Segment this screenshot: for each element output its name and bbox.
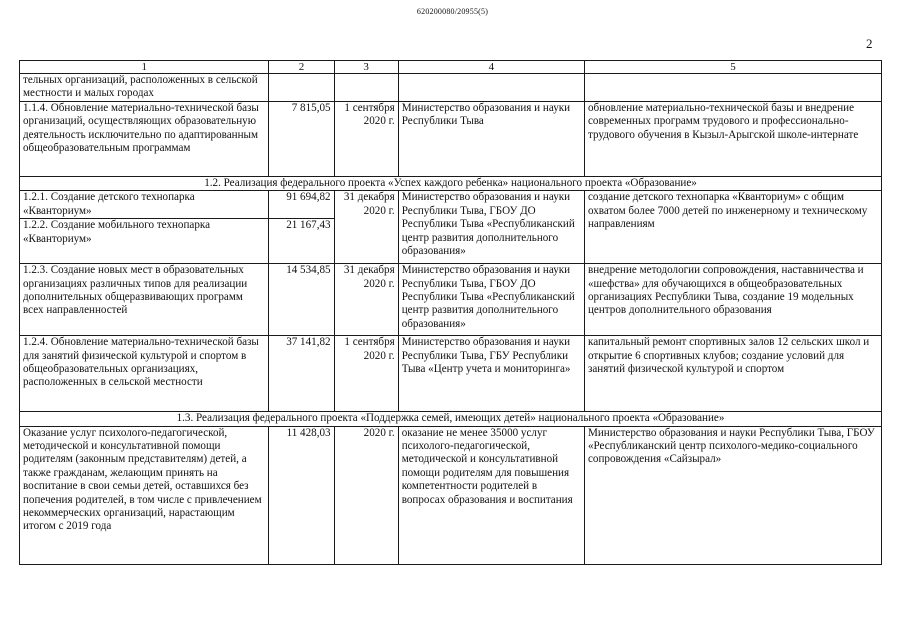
- section-heading-row: [20, 412, 882, 426]
- header-cell-4: 4: [398, 61, 584, 74]
- header-cell-2: 2: [269, 61, 334, 74]
- header-cell-5: 5: [584, 61, 881, 74]
- deadline-cell: 1 сентября 2020 г.: [334, 102, 398, 177]
- amount-cell: 11 428,03: [269, 426, 334, 564]
- page-number: 2: [866, 36, 873, 51]
- document-id: 620200080/20955(5): [416, 7, 489, 16]
- table-row: [20, 336, 882, 412]
- table-row: [20, 191, 882, 219]
- deadline-cell: 2020 г.: [334, 426, 398, 564]
- table-row: [20, 264, 882, 336]
- activity-cell: 1.2.1. Создание детского технопарка «Кванториум»: [20, 191, 269, 219]
- row-continuation-text: тельных организаций, расположенных в сельской местности и малых городах: [20, 74, 269, 102]
- section-heading: 1.3. Реализация федерального проекта «Поддержка семей, имеющих детей» национального проекта «Образование»: [20, 412, 882, 426]
- deadline-cell: 31 декабря 2020 г.: [334, 191, 398, 264]
- responsible-cell: Министерство образования и науки Республики Тыва, ГБОУ ДО Республики Тыва «Республиканский центр развития дополнительного образования»: [398, 191, 584, 264]
- activity-cell: 1.2.3. Создание новых мест в образовательных организациях различных типов для реализации дополнительных общеразвивающих программ всех направленностей: [20, 264, 269, 336]
- program-table: [19, 60, 882, 565]
- table-row: [20, 74, 882, 102]
- section-heading-row: [20, 177, 882, 191]
- deadline-cell: 31 декабря 2020 г.: [334, 264, 398, 336]
- result-cell: капитальный ремонт спортивных залов 12 сельских школ и открытие 6 спортивных клубов; создание условий для занятий физической культурой и спортом: [584, 336, 881, 412]
- responsible-cell: Министерство образования и науки Республики Тыва, ГБОУ «Республиканский центр психолого-медико-социального сопровождения «Сайзырал»: [584, 426, 881, 564]
- header-cell-1: 1: [20, 61, 269, 74]
- activity-cell: 1.2.4. Обновление материально-технической базы для занятий физической культурой и спортом в общеобразовательных организациях, расположенных в сельской местности: [20, 336, 269, 412]
- result-cell: внедрение методологии сопровождения, наставничества и «шефства» для обучающихся в общеобразовательных организациях Республики Тыва, создание 19 модельных центров дополнительного образования: [584, 264, 881, 336]
- responsible-cell: Министерство образования и науки Республики Тыва, ГБУ Республики Тыва «Центр учета и мониторинга»: [398, 336, 584, 412]
- result-cell: создание детского технопарка «Кванториум» с общим охватом более 7000 детей по инженерному и техническому направлениям: [584, 191, 881, 264]
- responsible-cell: Министерство образования и науки Республики Тыва, ГБОУ ДО Республики Тыва «Республиканский центр развития дополнительного образования»: [398, 264, 584, 336]
- deadline-cell: 1 сентября 2020 г.: [334, 336, 398, 412]
- amount-cell: 21 167,43: [269, 219, 334, 264]
- table-header-row: [20, 61, 882, 74]
- amount-cell: 7 815,05: [269, 102, 334, 177]
- header-cell-3: 3: [334, 61, 398, 74]
- activity-cell: Оказание услуг психолого-педагогической, методической и консультативной помощи родителям (законным представителям) детей, а также гражданам, желающим принять на воспитание в свои семьи детей, оставшихся без попечения родителей, в том числе с привлечением некоммерческих организаций, нарастающим итогом с 2019 года: [20, 426, 269, 564]
- activity-cell: 1.1.4. Обновление материально-технической базы организаций, осуществляющих образовательную деятельность исключительно по адаптированным общеобразовательным программам: [20, 102, 269, 177]
- table-row: [20, 426, 882, 564]
- amount-cell: 91 694,82: [269, 191, 334, 219]
- activity-cell: 1.2.2. Создание мобильного технопарка «Кванториум»: [20, 219, 269, 264]
- result-cell: оказание не менее 35000 услуг психолого-педагогической, методической и консультативной помощи родителям для повышения компетентности родителей в вопросах образования и воспитания: [398, 426, 584, 564]
- result-cell: обновление материально-технической базы и внедрение современных программ трудового и профессионально-трудового обучения в Кызыл-Арыгской школе-интернате: [584, 102, 881, 177]
- amount-cell: 37 141,82: [269, 336, 334, 412]
- amount-cell: 14 534,85: [269, 264, 334, 336]
- section-heading: 1.2. Реализация федерального проекта «Успех каждого ребенка» национального проекта «Образование»: [20, 177, 882, 191]
- responsible-cell: Министерство образования и науки Республики Тыва: [398, 102, 584, 177]
- table-row: [20, 102, 882, 177]
